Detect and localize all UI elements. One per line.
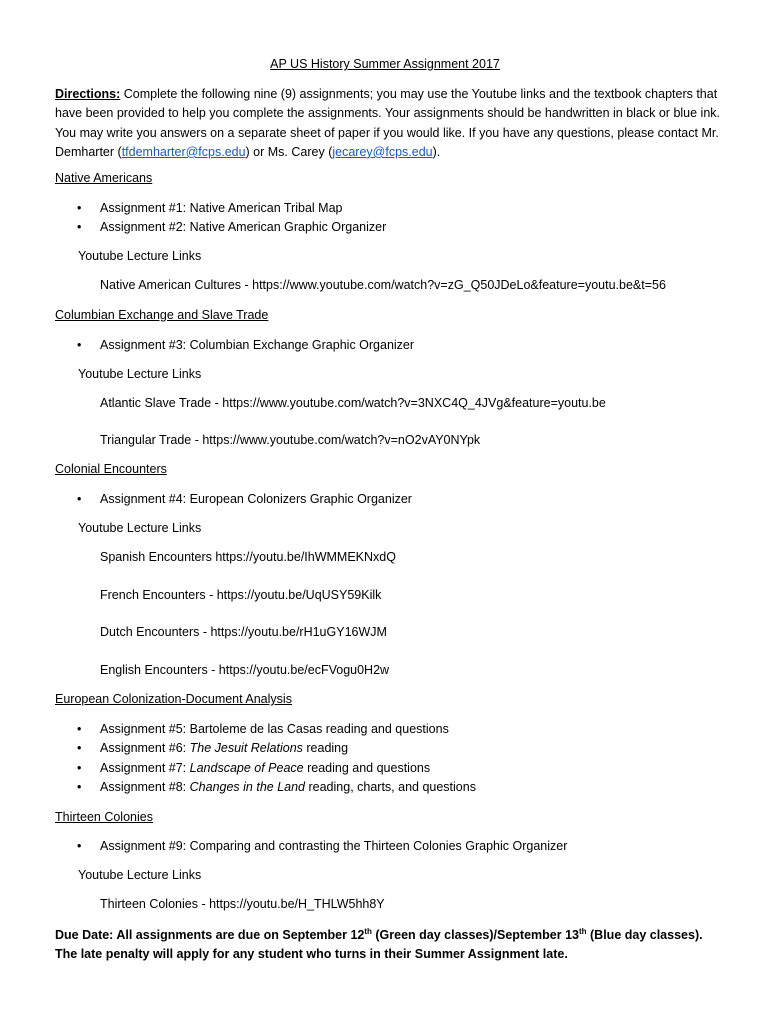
youtube-links-label: Youtube Lecture Links bbox=[78, 521, 202, 535]
document-page: AP US History Summer Assignment 2017 Directions: Complete the following nine (9) assignments; you may use the Youtube links and the textbook chapters that have been provided to help you complete the assignments. Your assignments should be handwritten in black or blue ink. You may write you answers on a separate sheet of paper if you would like. If you have any questions, please contact Mr. Demharter (tfdemharter@fcps.edu) or Ms. Carey (jecarey@fcps.edu). Native Americans Assignment #1: Native American Tribal Map Assignment #2: Native American Graphic Organizer Youtube Lecture Links Native American Cultures - https://www.youtube.com/watch?v=zG_Q50JDeLo&feature=youtu.be&t=56 Columbian Exchange and Slave Trade Assignment #3: Columbian Exchange Graphic Organizer Youtube Lecture Links Atlantic Slave Trade - https://www.youtube.com/watch?v=3NXC4Q_4JVg&feature=youtu.be Triangular Trade - https://www.youtube.com/watch?v=nO2vAY0NYpk Colonial Encounters Assignment #4: European Colonizers Graphic Organizer Youtube Lecture Links Spanish Encounters https://youtu.be/IhWMMEKNxdQ French Encounters - https://youtu.be/UqUSY59Kilk Dutch Encounters - https://youtu.be/rH1uGY16WJM English Encounters - https://youtu.be/ecFVogu0H2w European Colonization-Document Analysis Assignment #5: Bartoleme de las Casas reading and questions Assignment #6: The Jesuit Relations reading Assignment #7: Landscape of Peace reading and questions Assignment #8: Changes in the Land reading, charts, and questions Thirteen Colonies Assignment #9: Comparing and contrasting the Thirteen Colonies Graphic Organizer Youtube Lecture Links Thirteen Colonies - https://youtu.be/H_THLW5hh8Y Due Date: All assignments are due on September 12th (Green day classes)/September 13th (Blue day classes). The late penalty will apply for any student who turns in their Summer Assignment late. bbox=[0, 0, 770, 1024]
lecture-link[interactable]: English Encounters - https://youtu.be/ecFVogu0H2w bbox=[100, 663, 390, 677]
email-link-demharter[interactable]: tfdemharter@fcps.edu bbox=[121, 144, 246, 159]
section-heading-thirteen-colonies: Thirteen Colonies bbox=[55, 810, 153, 824]
lecture-link[interactable]: French Encounters - https://youtu.be/UqUSY59Kilk bbox=[100, 588, 382, 602]
due-date-notice: Due Date: All assignments are due on September 12th (Green day classes)/September 13th (Blue day classes). The late penalty will apply for any student who turns in their Summer Assignment late. bbox=[55, 926, 703, 962]
directions-text: ) or Ms. Carey ( bbox=[245, 144, 333, 159]
lecture-link[interactable]: Triangular Trade - https://www.youtube.com/watch?v=nO2vAY0NYpk bbox=[100, 433, 481, 447]
directions-paragraph bbox=[55, 85, 720, 162]
directions-text: ). bbox=[432, 144, 441, 159]
page-title: AP US History Summer Assignment 2017 bbox=[270, 57, 500, 71]
section-heading-european-colonization: European Colonization-Document Analysis bbox=[55, 692, 292, 706]
email-link-carey[interactable]: jecarey@fcps.edu bbox=[332, 144, 433, 159]
youtube-links-label: Youtube Lecture Links bbox=[78, 868, 202, 882]
lecture-link[interactable]: Thirteen Colonies - https://youtu.be/H_THLW5hh8Y bbox=[100, 897, 385, 911]
section-heading-native-americans: Native Americans bbox=[55, 171, 153, 185]
lecture-link[interactable]: Atlantic Slave Trade - https://www.youtube.com/watch?v=3NXC4Q_4JVg&feature=youtu.be bbox=[100, 396, 606, 410]
directions-text: Complete the following nine (9) assignments; you may use the Youtube links and the textbook chapters that have been provided to help you complete the assignments. Your assignments should be handwritten in black or blue ink. You may write you answers on a separate sheet of paper if you would like. If you have any questions, please contact Mr. Demharter ( bbox=[55, 87, 721, 159]
lecture-link[interactable]: Dutch Encounters - https://youtu.be/rH1uGY16WJM bbox=[100, 625, 387, 639]
youtube-links-label: Youtube Lecture Links bbox=[78, 367, 202, 381]
section-heading-columbian-exchange: Columbian Exchange and Slave Trade bbox=[55, 308, 269, 322]
youtube-links-label: Youtube Lecture Links bbox=[78, 249, 202, 263]
directions-label: Directions: bbox=[55, 87, 121, 101]
section-heading-colonial-encounters: Colonial Encounters bbox=[55, 462, 167, 476]
lecture-link[interactable]: Native American Cultures - https://www.youtube.com/watch?v=zG_Q50JDeLo&feature=youtu.be&t=56 bbox=[100, 278, 666, 292]
lecture-link[interactable]: Spanish Encounters https://youtu.be/IhWMMEKNxdQ bbox=[100, 550, 396, 564]
